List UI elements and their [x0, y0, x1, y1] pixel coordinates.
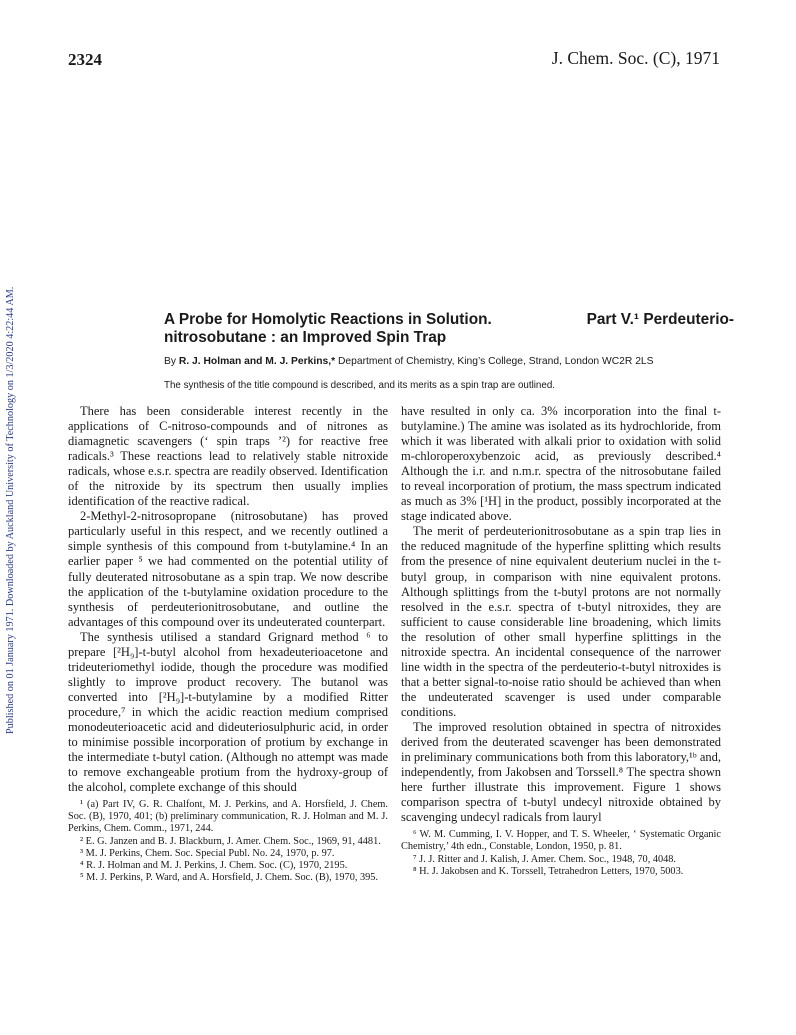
footnote: ⁵ M. J. Perkins, P. Ward, and A. Horsfield, J. Chem. Soc. (B), 1970, 395.	[80, 871, 379, 883]
body-paragraph: The improved resolution obtained in spectra of nitroxides derived from the deuterated scavenger has been demonstrated in preliminary communications both from this laboratory,¹ᵇ and, independently, from Jakobsen and Torssell.⁸ The spectra shown here further illustrate this improvement. Figure 1 shows comparison spectra of t-butyl undecyl nitroxide obtained by scavenging undecyl radicals from lauryl	[401, 719, 721, 825]
journal-citation: J. Chem. Soc. (C), 1971	[551, 48, 720, 68]
title-line-1: A Probe for Homolytic Reactions in Solution.	[164, 311, 492, 328]
footnote: ¹ (a) Part IV, G. R. Chalfont, M. J. Perkins, and A. Horsfield, J. Chem. Soc. (B), 1970, 401; (b) preliminary communication, R. J. Holman and M. J. Perkins, Chem. Comm., 1971, 244.	[68, 799, 388, 835]
footnote: ⁷ J. J. Ritter and J. Kalish, J. Amer. Chem. Soc., 1948, 70, 4048.	[413, 853, 677, 865]
authors: R. J. Holman and M. J. Perkins,*	[178, 356, 336, 367]
left-column	[68, 404, 388, 884]
right-column	[401, 404, 721, 878]
article-title	[164, 311, 734, 347]
body-paragraph: have resulted in only ca. 3% incorporation into the final t-butylamine.) The amine was isolated as its hydrochloride, from which it was liberated with alkali prior to oxidation with solid m-chloroperoxybenzoic acid, as previously described.⁴ Although the i.r. and n.m.r. spectra of the nitrosobutane failed to reveal incorporation of protium, the mass spectrum indicated as much as 3% [¹H] in the product, possibly incorporated at the stage indicated above.	[401, 404, 721, 524]
footnotes-right	[401, 829, 721, 877]
byline	[164, 356, 654, 367]
footnote: ² E. G. Janzen and B. J. Blackburn, J. Amer. Chem. Soc., 1969, 91, 4481.	[80, 835, 381, 847]
body-paragraph: There has been considerable interest recently in the applications of C-nitroso-compounds and of nitrones as diamagnetic scavengers (‘ spin traps ’²) for reactive free radicals.³ These reactions lead to relatively stable nitroxide radicals, whose e.s.r. spectra are readily observed. Identification of the nitroxide by its spectrum then usually implies identification of the reactive radical.	[68, 404, 389, 509]
footnote: ⁶ W. M. Cumming, I. V. Hopper, and T. S. Wheeler, ‘ Systematic Organic Chemistry,’ 4th edn., Constable, London, 1950, p. 81.	[401, 829, 721, 853]
footnotes-left	[68, 799, 388, 884]
title-part-number: Part V.¹ Perdeuterio-	[586, 311, 734, 328]
affiliation: Department of Chemistry, King’s College, Strand, London WC2R 2LS	[335, 356, 654, 367]
footnote: ⁴ R. J. Holman and M. J. Perkins, J. Chem. Soc. (C), 1970, 2195.	[80, 859, 348, 871]
body-paragraph: The merit of perdeuterionitrosobutane as a spin trap lies in the reduced magnitude of the hyperfine splitting which results from the presence of nine equivalent deuterium nuclei in the t-butyl group, in comparison with nine equivalent protons. Although splittings from the t-butyl protons are not normally resolved in the e.s.r. spectra of t-butyl nitroxides, they are sufficient to cause considerable line broadening, which limits the resolution of other small hyperfine splittings in the nitroxide spectra. An incidental consequence of the narrower line width in the spectra of the perdeuterio-t-butyl nitroxides is that a better signal-to-noise ratio should be achieved than when the undeuterated scavenger is used under comparable conditions.	[401, 524, 721, 719]
body-paragraph: The synthesis utilised a standard Grignard method ⁶ to prepare [²H₉]-t-butyl alcohol from hexadeuterioacetone and trideuteriomethyl iodide, though the procedure was modified slightly to improve product recovery. The butanol was converted into [²H₉]-t-butylamine by a modified Ritter procedure,⁷ in which the acidic reaction medium comprised monodeuterioacetic acid and dideuteriosulphuric acid, in order to minimise possible incorporation of protium by exchange in the intermediate t-butyl cation. (Although no attempt was made to remove exchangeable protium from the hydroxy-group of the alcohol, complete exchange of this should	[68, 629, 388, 795]
byline-prefix: By	[164, 356, 179, 367]
page-number: 2324	[68, 50, 102, 69]
abstract: The synthesis of the title compound is described, and its merits as a spin trap are outlined.	[164, 380, 555, 391]
title-line-2: nitrosobutane : an Improved Spin Trap	[164, 329, 447, 346]
footnote: ⁸ H. J. Jakobsen and K. Torssell, Tetrahedron Letters, 1970, 5003.	[413, 865, 684, 877]
footnote: ³ M. J. Perkins, Chem. Soc. Special Publ. No. 24, 1970, p. 97.	[80, 847, 335, 859]
download-notice: Published on 01 January 1971. Downloaded by Auckland University of Technology on 1/3/2020 4:22:44 AM.	[5, 286, 16, 734]
body-paragraph: 2-Methyl-2-nitrosopropane (nitrosobutane) has proved particularly useful in this respect, and we recently outlined a simple synthesis of this compound from t-butylamine.⁴ In an earlier paper ⁵ we had commented on the potential utility of fully deuterated nitrosobutane as a spin trap. We now describe the application of the t-butylamine oxidation procedure to the synthesis of perdeuterionitrosobutane, and outline the advantages of this compound over its undeuterated counterpart.	[68, 509, 388, 629]
